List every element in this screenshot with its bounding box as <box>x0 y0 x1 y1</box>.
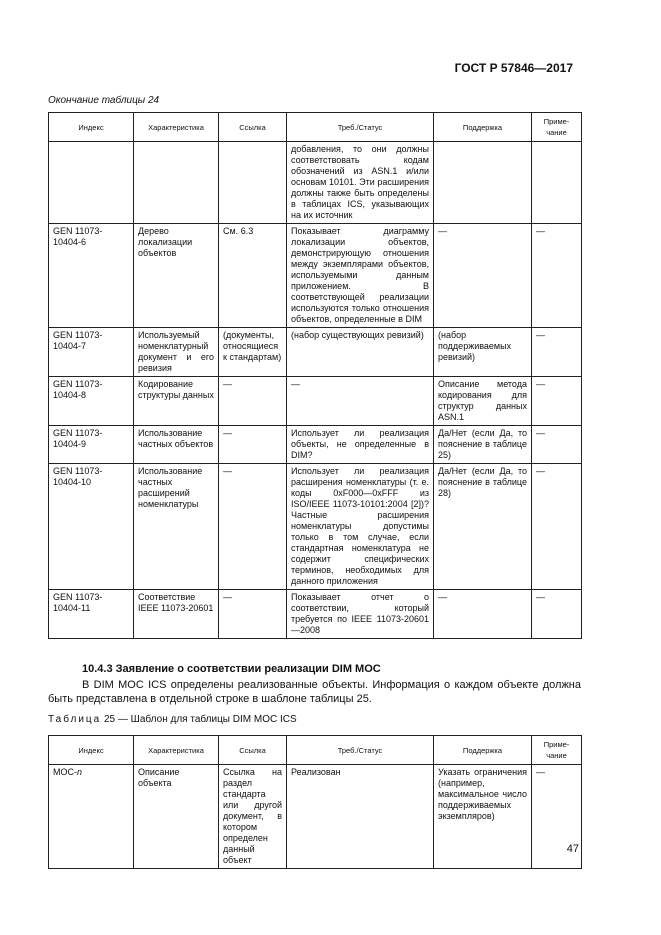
table-cell-status: Использует ли реализация объекты, не определенные в DIM? <box>287 426 434 464</box>
table-cell-reference: — <box>219 590 287 639</box>
column-header: Характеристика <box>134 113 219 142</box>
table-cell-characteristic: Соответствие IEEE 11073-20601 <box>134 590 219 639</box>
table-row <box>49 765 582 869</box>
column-header: Приме-чание <box>532 113 582 142</box>
table-cell-reference: — <box>219 464 287 590</box>
table-cell-characteristic <box>134 142 219 224</box>
table-cell-characteristic: Описание объекта <box>134 765 219 869</box>
table-row <box>49 464 582 590</box>
table-row <box>49 224 582 328</box>
table-24-caption: Окончание таблицы 24 <box>48 95 160 106</box>
table-cell-characteristic: Использование частных расширений номенклатуры <box>134 464 219 590</box>
table-cell-note: — <box>532 590 582 639</box>
table-cell-index <box>49 142 134 224</box>
column-header: Поддержка <box>434 736 532 765</box>
column-header: Ссылка <box>219 113 287 142</box>
table-cell-characteristic: Используемый номенклатурный документ и его ревизия <box>134 328 219 377</box>
table-cell-index: GEN 11073-10404-6 <box>49 224 134 328</box>
table-cell-status: (набор существующих ревизий) <box>287 328 434 377</box>
table-cell-note: — <box>532 464 582 590</box>
table-25-header-row <box>49 736 582 765</box>
column-header: Треб./Статус <box>287 113 434 142</box>
table-cell-support: Указать ограничения (например, максимальное число поддерживаемых экземпляров) <box>434 765 532 869</box>
table-row <box>49 426 582 464</box>
column-header: Поддержка <box>434 113 532 142</box>
table-cell-note: — <box>532 426 582 464</box>
table-cell-characteristic: Кодирование структуры данных <box>134 377 219 426</box>
standard-number: ГОСТ Р 57846—2017 <box>454 61 573 75</box>
table-24 <box>48 112 582 639</box>
index-variable: n <box>77 767 83 777</box>
table-cell-index: GEN 11073-10404-8 <box>49 377 134 426</box>
table-cell-status: Показывает диаграмму локализации объектов, демонстрирующую отношения между экземплярами объектов, используемыми данным приложением. В соответствующей реализации используются только отношения объектов, определенные в DIM <box>287 224 434 328</box>
table-25 <box>48 735 582 869</box>
table-cell-index: GEN 11073-10404-9 <box>49 426 134 464</box>
table-cell-status: Реализован <box>287 765 434 869</box>
column-header: Приме-чание <box>532 736 582 765</box>
column-header: Треб./Статус <box>287 736 434 765</box>
table-cell-reference: Ссылка на раздел стандарта или другой документ, в котором определен данный объект <box>219 765 287 869</box>
table-cell-reference: См. 6.3 <box>219 224 287 328</box>
section-paragraph: В DIM MOC ICS определены реализованные объекты. Информация о каждом объекте должна быть представлена в отдельной строке в шаблоне таблицы 25. <box>48 679 581 705</box>
table-24-header-row <box>49 113 582 142</box>
index-prefix: MOC- <box>53 767 77 777</box>
table-cell-reference: — <box>219 377 287 426</box>
table-cell-note: — <box>532 765 582 869</box>
table-cell-index: GEN 11073-10404-7 <box>49 328 134 377</box>
table-cell-characteristic: Использование частных объектов <box>134 426 219 464</box>
page-number: 47 <box>566 843 579 855</box>
table-cell-support: — <box>434 224 532 328</box>
table-25-caption-text: 25 — Шаблон для таблицы DIM MOC ICS <box>101 714 297 725</box>
column-header: Характеристика <box>134 736 219 765</box>
table-row <box>49 328 582 377</box>
table-cell-support: Описание метода кодирования для структур данных ASN.1 <box>434 377 532 426</box>
table-cell-index: GEN 11073-10404-10 <box>49 464 134 590</box>
column-header: Индекс <box>49 736 134 765</box>
column-header: Ссылка <box>219 736 287 765</box>
table-cell-note: — <box>532 224 582 328</box>
table-cell-note <box>532 142 582 224</box>
table-cell-support: Да/Нет (если Да, то пояснение в таблице 28) <box>434 464 532 590</box>
table-cell-characteristic: Дерево локализации объектов <box>134 224 219 328</box>
table-row <box>49 142 582 224</box>
table-cell-status: Использует ли реализация расширения номенклатуры (т. е. коды 0xF000—0xFFF из ISO/IEEE 11073-10101:2004 [2])? Частные расширения номенклатуры допустимы только в том случае, если стандартная номенклатура не содержит специфических терминов, необходимых для данного приложения <box>287 464 434 590</box>
column-header: Индекс <box>49 113 134 142</box>
table-cell-support: — <box>434 590 532 639</box>
table-cell-support <box>434 142 532 224</box>
section-heading: 10.4.3 Заявление о соответствии реализации DIM MOC <box>82 663 381 675</box>
table-cell-reference: — <box>219 426 287 464</box>
table-cell-status: добавления, то они должны соответствовать кодам обозначений из ASN.1 и/или основам 10101. Эти расширения должны также быть определены в таблицах ICS, указывающих на их источник <box>287 142 434 224</box>
table-25-caption <box>48 714 297 725</box>
table-row <box>49 590 582 639</box>
table-cell-note: — <box>532 328 582 377</box>
table-cell-status: Показывает отчет о соответствии, который требуется по IEEE 11073-20601—2008 <box>287 590 434 639</box>
table-cell-index <box>49 765 134 869</box>
table-cell-index: GEN 11073-10404-11 <box>49 590 134 639</box>
table-cell-note: — <box>532 377 582 426</box>
table-row <box>49 377 582 426</box>
table-cell-support: (набор поддерживаемых ревизий) <box>434 328 532 377</box>
table-25-caption-label: Таблица <box>48 714 102 725</box>
table-cell-support: Да/Нет (если Да, то пояснение в таблице 25) <box>434 426 532 464</box>
table-cell-status: — <box>287 377 434 426</box>
table-cell-reference: (документы, относящиеся к стандартам) <box>219 328 287 377</box>
table-cell-reference <box>219 142 287 224</box>
